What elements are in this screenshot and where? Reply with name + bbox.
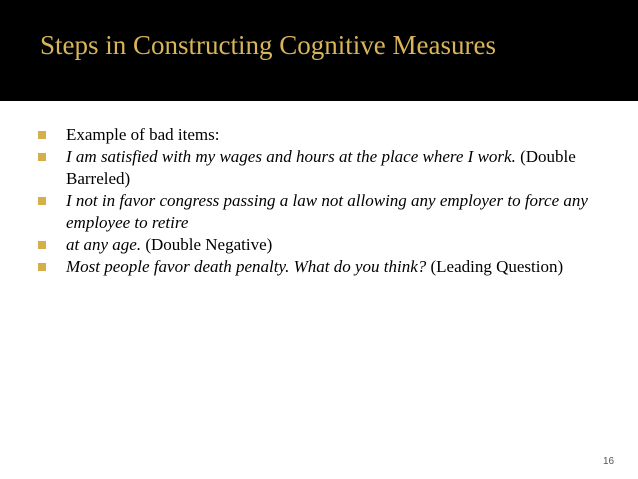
item-text: (Double Barreled)	[66, 147, 576, 188]
square-bullet-icon	[38, 263, 46, 271]
list-item	[38, 146, 608, 190]
item-text: (Double Negative)	[141, 235, 273, 254]
slide-number: 16	[603, 456, 615, 467]
item-italic-text: I not in favor congress passing a law not allowing any employer to force any employee to retire	[66, 191, 588, 232]
item-text: (Leading Question)	[426, 257, 564, 276]
item-italic-text: I am satisfied with my wages and hours at the place where I work.	[66, 147, 516, 166]
item-italic-text: at any age.	[66, 235, 142, 254]
list-item	[38, 124, 608, 146]
square-bullet-icon	[38, 241, 46, 249]
list-item	[38, 256, 608, 278]
list-item	[38, 190, 608, 234]
list-item	[38, 234, 608, 256]
bullet-list	[38, 124, 608, 278]
square-bullet-icon	[38, 131, 46, 139]
title-bar	[0, 0, 638, 101]
item-text: Example of bad items:	[66, 125, 220, 144]
slide-title: Steps in Constructing Cognitive Measures	[40, 30, 496, 60]
square-bullet-icon	[38, 153, 46, 161]
square-bullet-icon	[38, 197, 46, 205]
item-italic-text: Most people favor death penalty. What do you think?	[66, 257, 427, 276]
